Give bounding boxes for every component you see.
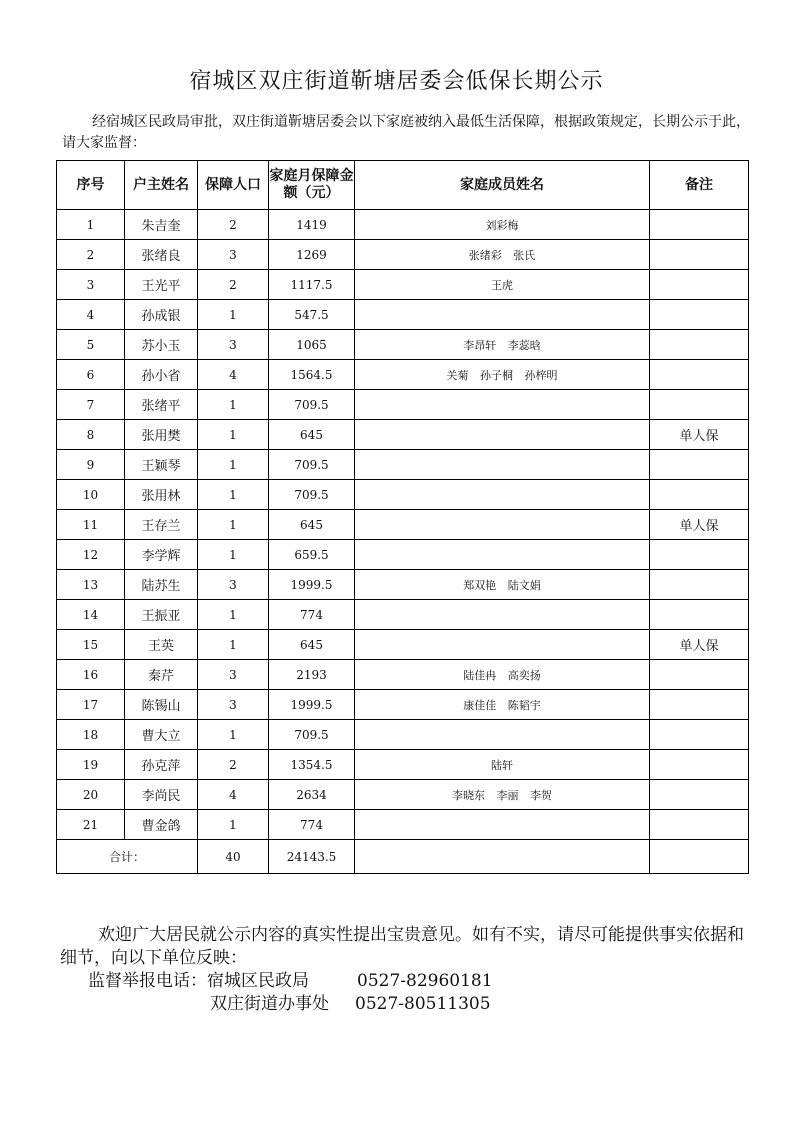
total-persons: 40	[198, 840, 269, 874]
cell-index: 16	[57, 660, 125, 690]
table-row	[57, 510, 749, 540]
table-row	[57, 630, 749, 660]
footer-paragraph: 欢迎广大居民就公示内容的真实性提出宝贵意见。如有不实，请尽可能提供事实依据和细节，向以下单位反映：	[60, 925, 744, 968]
table-row	[57, 600, 749, 630]
header-head-name: 户主姓名	[125, 161, 198, 210]
cell-persons: 1	[198, 540, 269, 570]
cell-index: 18	[57, 720, 125, 750]
header-index: 序号	[57, 161, 125, 210]
table-row	[57, 300, 749, 330]
cell-members	[355, 390, 650, 420]
table-row	[57, 690, 749, 720]
contact1-org: 宿城区民政局	[207, 971, 309, 991]
cell-persons: 1	[198, 390, 269, 420]
cell-index: 15	[57, 630, 125, 660]
cell-head-name: 张绪良	[125, 240, 198, 270]
table-row	[57, 660, 749, 690]
table-row	[57, 210, 749, 240]
cell-note: 单人保	[650, 420, 749, 450]
cell-head-name: 李学辉	[125, 540, 198, 570]
cell-index: 21	[57, 810, 125, 840]
contact2-phone: 0527-80511305	[355, 994, 491, 1014]
cell-head-name: 王振亚	[125, 600, 198, 630]
cell-amount: 709.5	[269, 720, 355, 750]
hotline-line-2	[60, 993, 760, 1016]
header-note: 备注	[650, 161, 749, 210]
cell-members	[355, 600, 650, 630]
cell-head-name: 秦芹	[125, 660, 198, 690]
table-row	[57, 450, 749, 480]
cell-persons: 4	[198, 360, 269, 390]
cell-index: 1	[57, 210, 125, 240]
cell-members: 陆佳冉 高奕扬	[355, 660, 650, 690]
table-row	[57, 330, 749, 360]
cell-head-name: 陈锡山	[125, 690, 198, 720]
cell-amount: 709.5	[269, 450, 355, 480]
cell-persons: 3	[198, 240, 269, 270]
cell-index: 7	[57, 390, 125, 420]
cell-persons: 1	[198, 720, 269, 750]
cell-index: 4	[57, 300, 125, 330]
cell-persons: 1	[198, 810, 269, 840]
table-row	[57, 540, 749, 570]
cell-note	[650, 270, 749, 300]
cell-members	[355, 630, 650, 660]
table-row	[57, 750, 749, 780]
cell-index: 13	[57, 570, 125, 600]
cell-note	[650, 480, 749, 510]
cell-members: 康佳佳 陈韬宇	[355, 690, 650, 720]
cell-persons: 1	[198, 630, 269, 660]
total-note-cell	[650, 840, 749, 874]
cell-index: 17	[57, 690, 125, 720]
cell-index: 10	[57, 480, 125, 510]
cell-note	[650, 780, 749, 810]
cell-head-name: 陆苏生	[125, 570, 198, 600]
cell-members	[355, 300, 650, 330]
cell-members: 李昂轩 李蕊晗	[355, 330, 650, 360]
cell-note	[650, 240, 749, 270]
contact2-org: 双庄街道办事处	[210, 994, 329, 1014]
cell-members: 陆轩	[355, 750, 650, 780]
cell-amount: 1999.5	[269, 570, 355, 600]
cell-persons: 2	[198, 750, 269, 780]
cell-persons: 2	[198, 210, 269, 240]
hotline-label: 监督举报电话：	[88, 971, 207, 991]
cell-persons: 1	[198, 300, 269, 330]
header-members: 家庭成员姓名	[355, 161, 650, 210]
cell-index: 2	[57, 240, 125, 270]
cell-index: 20	[57, 780, 125, 810]
total-members-cell	[355, 840, 650, 874]
table-row	[57, 570, 749, 600]
cell-members	[355, 540, 650, 570]
cell-index: 8	[57, 420, 125, 450]
cell-amount: 645	[269, 510, 355, 540]
cell-head-name: 孙成银	[125, 300, 198, 330]
cell-note: 单人保	[650, 510, 749, 540]
cell-note	[650, 720, 749, 750]
cell-head-name: 王英	[125, 630, 198, 660]
cell-index: 11	[57, 510, 125, 540]
cell-index: 3	[57, 270, 125, 300]
cell-head-name: 张用林	[125, 480, 198, 510]
page-title: 宿城区双庄街道靳塘居委会低保长期公示	[189, 69, 604, 94]
cell-head-name: 张绪平	[125, 390, 198, 420]
cell-persons: 1	[198, 510, 269, 540]
cell-note	[650, 540, 749, 570]
cell-head-name: 孙小省	[125, 360, 198, 390]
cell-persons: 3	[198, 330, 269, 360]
cell-amount: 645	[269, 630, 355, 660]
cell-members: 关菊 孙子桐 孙梓明	[355, 360, 650, 390]
cell-members	[355, 810, 650, 840]
cell-amount: 1065	[269, 330, 355, 360]
header-persons: 保障人口	[198, 161, 269, 210]
table-row	[57, 810, 749, 840]
cell-index: 14	[57, 600, 125, 630]
cell-note	[650, 330, 749, 360]
cell-members	[355, 720, 650, 750]
cell-persons: 4	[198, 780, 269, 810]
cell-index: 19	[57, 750, 125, 780]
cell-persons: 3	[198, 660, 269, 690]
table-row	[57, 420, 749, 450]
cell-amount: 1564.5	[269, 360, 355, 390]
header-amount: 家庭月保障金额（元）	[269, 161, 355, 210]
cell-note	[650, 660, 749, 690]
cell-amount: 645	[269, 420, 355, 450]
table-row	[57, 270, 749, 300]
cell-note	[650, 750, 749, 780]
cell-note	[650, 450, 749, 480]
total-label: 合计：	[57, 840, 198, 874]
cell-amount: 774	[269, 600, 355, 630]
cell-persons: 1	[198, 450, 269, 480]
cell-members: 王虎	[355, 270, 650, 300]
subsidy-table	[56, 160, 749, 874]
cell-note	[650, 600, 749, 630]
hotline-line-1	[60, 970, 760, 993]
cell-amount: 1354.5	[269, 750, 355, 780]
cell-head-name: 孙克萍	[125, 750, 198, 780]
table-row	[57, 480, 749, 510]
cell-persons: 1	[198, 480, 269, 510]
cell-note: 单人保	[650, 630, 749, 660]
cell-members	[355, 480, 650, 510]
cell-head-name: 王颖琴	[125, 450, 198, 480]
cell-persons: 2	[198, 270, 269, 300]
total-row	[57, 840, 749, 874]
cell-note	[650, 690, 749, 720]
cell-amount: 1419	[269, 210, 355, 240]
cell-note	[650, 360, 749, 390]
cell-note	[650, 570, 749, 600]
cell-amount: 2634	[269, 780, 355, 810]
contact1-phone: 0527-82960181	[357, 971, 493, 991]
cell-members: 李晓东 李丽 李贺	[355, 780, 650, 810]
cell-persons: 3	[198, 570, 269, 600]
cell-amount: 659.5	[269, 540, 355, 570]
intro-paragraph: 经宿城区民政局审批，双庄街道靳塘居委会以下家庭被纳入最低生活保障，根据政策规定，长期公示于此，请大家监督：	[62, 114, 750, 151]
cell-index: 9	[57, 450, 125, 480]
cell-note	[650, 210, 749, 240]
cell-members: 刘彩梅	[355, 210, 650, 240]
cell-index: 5	[57, 330, 125, 360]
cell-members	[355, 450, 650, 480]
table-row	[57, 390, 749, 420]
cell-index: 6	[57, 360, 125, 390]
cell-head-name: 王光平	[125, 270, 198, 300]
cell-head-name: 曹大立	[125, 720, 198, 750]
cell-members: 张绪彩 张氏	[355, 240, 650, 270]
cell-amount: 709.5	[269, 480, 355, 510]
cell-head-name: 曹金鸽	[125, 810, 198, 840]
cell-members: 郑双艳 陆文娟	[355, 570, 650, 600]
cell-head-name: 张用樊	[125, 420, 198, 450]
cell-head-name: 朱吉奎	[125, 210, 198, 240]
footer-notice	[60, 924, 760, 1016]
cell-amount: 547.5	[269, 300, 355, 330]
cell-head-name: 王存兰	[125, 510, 198, 540]
cell-amount: 1117.5	[269, 270, 355, 300]
cell-amount: 709.5	[269, 390, 355, 420]
table-row	[57, 360, 749, 390]
cell-persons: 1	[198, 420, 269, 450]
cell-members	[355, 420, 650, 450]
table-header-row	[57, 161, 749, 210]
cell-persons: 1	[198, 600, 269, 630]
cell-amount: 2193	[269, 660, 355, 690]
total-amount: 24143.5	[269, 840, 355, 874]
table-row	[57, 780, 749, 810]
cell-head-name: 苏小玉	[125, 330, 198, 360]
cell-amount: 1269	[269, 240, 355, 270]
table-row	[57, 720, 749, 750]
cell-members	[355, 510, 650, 540]
table-row	[57, 240, 749, 270]
cell-index: 12	[57, 540, 125, 570]
cell-note	[650, 300, 749, 330]
cell-amount: 1999.5	[269, 690, 355, 720]
cell-note	[650, 810, 749, 840]
cell-amount: 774	[269, 810, 355, 840]
cell-head-name: 李尚民	[125, 780, 198, 810]
cell-note	[650, 390, 749, 420]
cell-persons: 3	[198, 690, 269, 720]
